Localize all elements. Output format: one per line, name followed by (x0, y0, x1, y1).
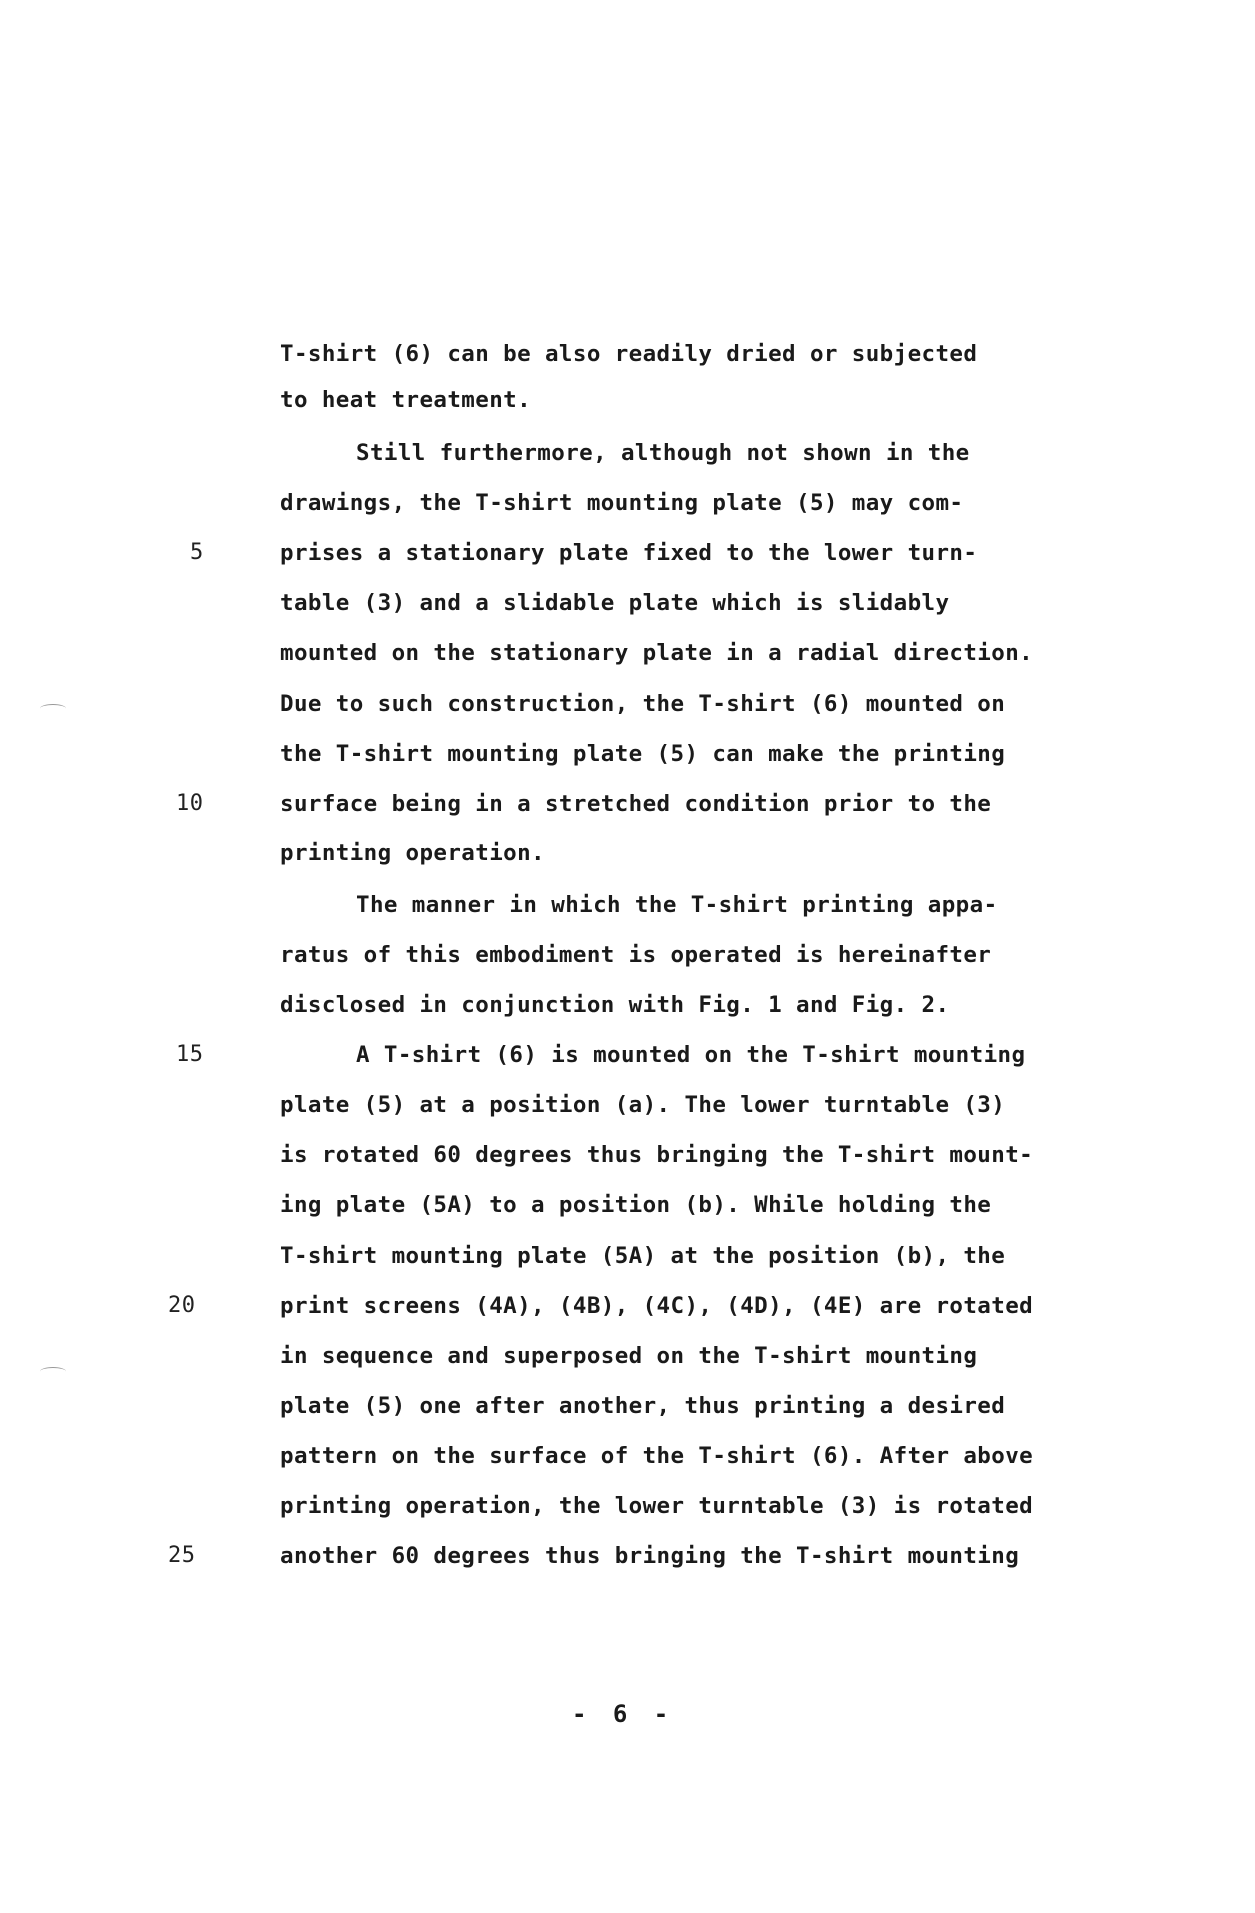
margin-line-number-15: 15 (176, 1042, 204, 1067)
text-line-15: A T-shirt (6) is mounted on the T-shirt mounting (356, 1042, 1026, 1068)
text-line-12: The manner in which the T-shirt printing appa- (356, 892, 998, 918)
margin-line-number-10: 10 (176, 791, 204, 816)
text-line-25: another 60 degrees thus bringing the T-shirt mounting (280, 1543, 1020, 1569)
text-line-18: ing plate (5A) to a position (b). While holding the (280, 1192, 992, 1218)
text-line-20: print screens (4A), (4B), (4C), (4D), (4E) are rotated (280, 1293, 1034, 1319)
text-line-21: in sequence and superposed on the T-shirt mounting (280, 1343, 978, 1369)
page-number: - 6 - (572, 1700, 675, 1728)
text-line-22: plate (5) one after another, thus printing a desired (280, 1393, 1006, 1419)
text-line-4: drawings, the T-shirt mounting plate (5) may com- (280, 490, 964, 516)
text-line-10: surface being in a stretched condition prior to the (280, 791, 992, 817)
text-line-17: is rotated 60 degrees thus bringing the T-shirt mount- (280, 1142, 1034, 1168)
text-line-9: the T-shirt mounting plate (5) can make the printing (280, 741, 1006, 767)
text-line-11: printing operation. (280, 840, 545, 866)
hole-punch-mark-upper (40, 704, 66, 713)
text-line-7: mounted on the stationary plate in a radial direction. (280, 640, 1034, 666)
hole-punch-mark-lower (40, 1367, 66, 1376)
text-line-8: Due to such construction, the T-shirt (6) mounted on (280, 691, 1006, 717)
text-line-24: printing operation, the lower turntable (3) is rotated (280, 1493, 1034, 1519)
text-line-19: T-shirt mounting plate (5A) at the position (b), the (280, 1243, 1006, 1269)
text-line-6: table (3) and a slidable plate which is slidably (280, 590, 950, 616)
text-line-23: pattern on the surface of the T-shirt (6). After above (280, 1443, 1034, 1469)
text-line-1: T-shirt (6) can be also readily dried or subjected (280, 341, 978, 367)
text-line-14: disclosed in conjunction with Fig. 1 and Fig. 2. (280, 992, 950, 1018)
text-line-3: Still furthermore, although not shown in the (356, 440, 970, 466)
margin-line-number-20: 20 (168, 1293, 196, 1318)
text-line-13: ratus of this embodiment is operated is hereinafter (280, 942, 992, 968)
text-line-16: plate (5) at a position (a). The lower turntable (3) (280, 1092, 1006, 1118)
margin-line-number-25: 25 (168, 1543, 196, 1568)
margin-line-number-5: 5 (190, 540, 204, 565)
text-line-5: prises a stationary plate fixed to the lower turn- (280, 540, 978, 566)
text-line-2: to heat treatment. (280, 387, 532, 413)
